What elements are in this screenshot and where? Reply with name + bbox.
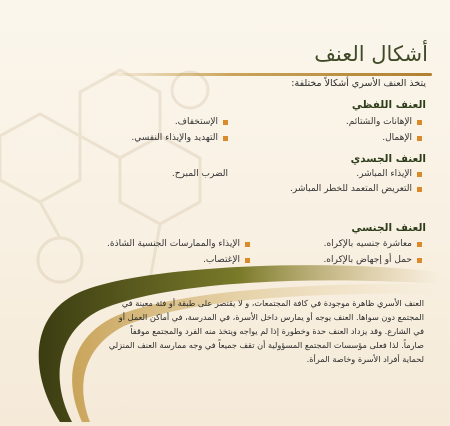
intro-text: يتخذ العنف الأسري أشكالاً مختلفة: [291,78,426,89]
paragraph-line: لحماية أفراد الأسرة وخاصة المرأة. [306,354,424,364]
list-item: الإغتصاب. [203,255,250,265]
bullet-icon [417,187,422,192]
bullet-icon [223,136,228,141]
list-item: معاشرة جنسيه بالإكراه. [324,239,422,249]
physical-violence-heading: العنف الجسدي [350,153,426,165]
paragraph-line: في الشارع. وقد يزداد العنف حدة وخطورة إذا لم يواجه ويتخذ منه الفرد والمجتمع موقفاً [130,326,424,336]
list-item: الإهانات والشتائم. [346,117,422,127]
bullet-icon [223,120,228,125]
verbal-violence-heading: العنف اللفظي [351,99,426,111]
list-item: التهديد والإيذاء النفسي. [131,133,228,143]
bullet-icon [417,242,422,247]
list-item: الإستخفاف. [175,117,228,127]
list-item: الإيذاء والممارسات الجنسية الشاذة. [107,239,250,249]
list-item: التعريض المتعمد للخطر المباشر. [290,184,422,194]
summary-paragraph [84,296,424,366]
bullet-icon [417,136,422,141]
title-underline [100,73,432,76]
page-title: أشكال العنف [314,42,428,66]
paragraph-line: صارماً. لذا فعلى مؤسسات المجتمع المسؤولية أن تقف جميعاً في وجه ممارسة العنف المنزلي [108,340,424,350]
list-item: الإهمال. [382,133,422,143]
bullet-icon [417,172,422,177]
bullet-icon [245,242,250,247]
sexual-violence-heading: العنف الجنسي [351,222,426,234]
paragraph-line: المجتمع دون سواها. العنف يوجه أو يمارس داخل الأسرة، في المدرسة، في أماكن العمل أو [118,312,424,322]
list-item: حمل أو إجهاض بالإكراه. [323,255,422,265]
paragraph-line: العنف الأسري ظاهرة موجودة في كافة المجتمعات، و لا يقتصر على طبقة أو فئة معينة في [121,298,424,308]
list-item: الضرب المبرح. [171,169,228,179]
bullet-icon [417,120,422,125]
list-item: الإيذاء المباشر. [356,169,422,179]
